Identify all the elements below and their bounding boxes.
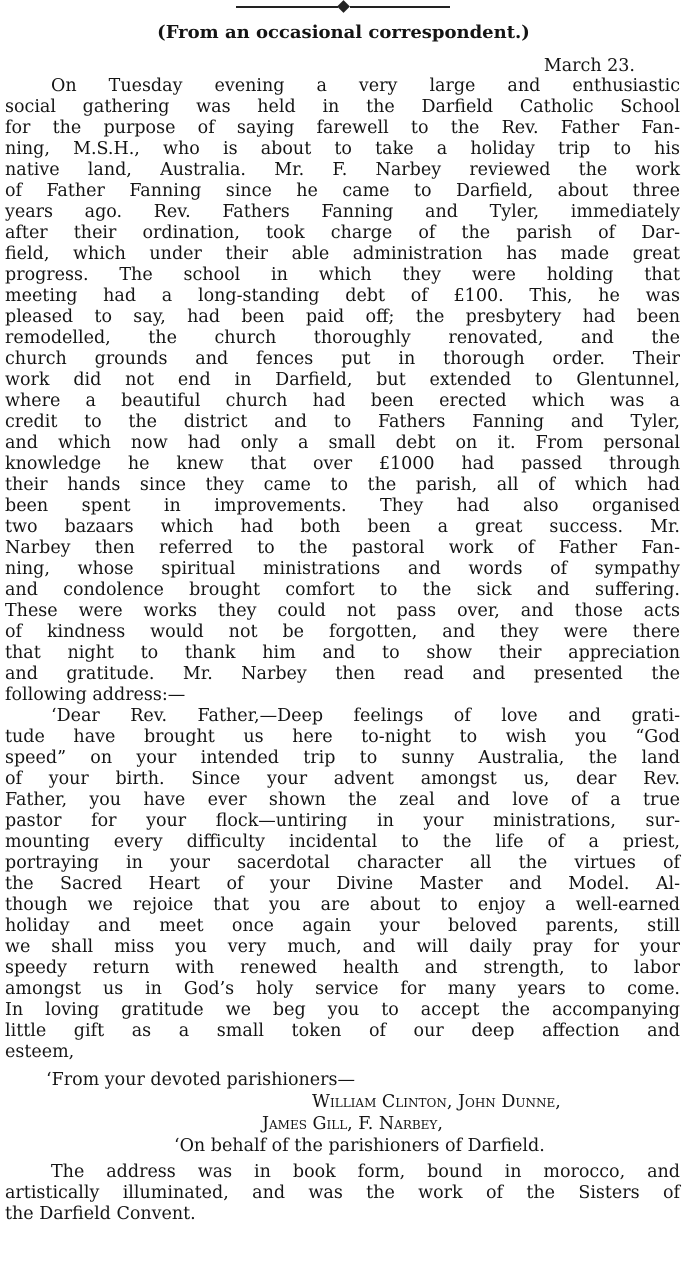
correspondent-heading: (From an occasional correspondent.) xyxy=(157,22,530,43)
address-line: though we rejoice that you are about to enjoy a well-earned xyxy=(5,895,680,915)
closing-line: the Darfield Convent. xyxy=(5,1204,196,1224)
paragraph1-line: of kindness would not be forgotten, and they were there xyxy=(5,622,680,642)
paragraph1-line: that night to thank him and to show their appreciation xyxy=(5,643,680,663)
paragraph1-line: ning, M.S.H., who is about to take a holiday trip to his xyxy=(5,139,680,159)
paragraph1-line: On Tuesday evening a very large and enthusiastic xyxy=(51,76,680,96)
signatories-line1: William Clinton, John Dunne, xyxy=(312,1092,561,1112)
paragraph1-line: ning, whose spiritual ministrations and words of sympathy xyxy=(5,559,680,579)
paragraph1-line: These were works they could not pass over, and those acts xyxy=(5,601,680,621)
paragraph1-line: credit to the district and to Fathers Fanning and Tyler, xyxy=(5,412,680,432)
address-line: we shall miss you very much, and will daily pray for your xyxy=(5,937,680,957)
paragraph1-line: their hands since they came to the parish, all of which had xyxy=(5,475,680,495)
paragraph1-line: work did not end in Darfield, but extended to Glentunnel, xyxy=(5,370,680,390)
signoff-from: ‘From your devoted parishioners— xyxy=(46,1070,355,1090)
paragraph1-line: native land, Australia. Mr. F. Narbey reviewed the work xyxy=(5,160,680,180)
address-line: holiday and meet once again your beloved parents, still xyxy=(5,916,680,936)
paragraph1-line: two bazaars which had both been a great success. Mr. xyxy=(5,517,680,537)
paragraph1-line: Narbey then referred to the pastoral work of Father Fan- xyxy=(5,538,680,558)
paragraph1-line: pleased to say, had been paid off; the presbytery had been xyxy=(5,307,680,327)
address-line: little gift as a small token of our deep affection and xyxy=(5,1021,680,1041)
paragraph1-line: social gathering was held in the Darfield Catholic School xyxy=(5,97,680,117)
rule-left xyxy=(236,6,338,8)
address-line: In loving gratitude we beg you to accept the accompanying xyxy=(5,1000,680,1020)
paragraph1-line: field, which under their able administration has made great xyxy=(5,244,680,264)
address-line: the Sacred Heart of your Divine Master and Model. Al- xyxy=(5,874,680,894)
address-line: Father, you have ever shown the zeal and love of a true xyxy=(5,790,680,810)
paragraph1-line: and condolence brought comfort to the sick and suffering. xyxy=(5,580,680,600)
paragraph1-line: and gratitude. Mr. Narbey then read and presented the xyxy=(5,664,680,684)
paragraph1-line: progress. The school in which they were holding that xyxy=(5,265,680,285)
dateline: March 23. xyxy=(543,56,635,76)
paragraph1-line: following address:— xyxy=(5,685,186,705)
paragraph1-line: been spent in improvements. They had also organised xyxy=(5,496,680,516)
paragraph1-line: meeting had a long-standing debt of £100. This, he was xyxy=(5,286,680,306)
address-line: pastor for your flock—untiring in your ministrations, sur- xyxy=(5,811,680,831)
signatories-line2: James Gill, F. Narbey, xyxy=(262,1114,443,1134)
address-line: of your birth. Since your advent amongst us, dear Rev. xyxy=(5,769,680,789)
paragraph1-line: knowledge he knew that over £1000 had passed through xyxy=(5,454,680,474)
paragraph1-line: and which now had only a small debt on it. From personal xyxy=(5,433,680,453)
rule-right xyxy=(350,6,450,8)
paragraph1-line: where a beautiful church had been erected which was a xyxy=(5,391,680,411)
address-line: mounting every difficulty incidental to the life of a priest, xyxy=(5,832,680,852)
ornamental-rule xyxy=(0,0,687,14)
address-line: ‘Dear Rev. Father,—Deep feelings of love and grati- xyxy=(51,706,680,726)
address-line: esteem, xyxy=(5,1042,75,1062)
address-line: tude have brought us here to-night to wish you “God xyxy=(5,727,680,747)
closing-line: The address was in book form, bound in morocco, and xyxy=(51,1162,680,1182)
diamond-ornament-icon xyxy=(337,0,350,13)
closing-line: artistically illuminated, and was the work of the Sisters of xyxy=(5,1183,680,1203)
address-line: amongst us in God’s holy service for many years to come. xyxy=(5,979,680,999)
paragraph1-line: for the purpose of saying farewell to the Rev. Father Fan- xyxy=(5,118,680,138)
address-line: speedy return with renewed health and strength, to labor xyxy=(5,958,680,978)
paragraph1-line: years ago. Rev. Fathers Fanning and Tyler, immediately xyxy=(5,202,680,222)
signoff-behalf: ‘On behalf of the parishioners of Darfield. xyxy=(174,1136,545,1156)
address-line: portraying in your sacerdotal character all the virtues of xyxy=(5,853,680,873)
paragraph1-line: remodelled, the church thoroughly renovated, and the xyxy=(5,328,680,348)
address-line: speed” on your intended trip to sunny Australia, the land xyxy=(5,748,680,768)
paragraph1-line: of Father Fanning since he came to Darfield, about three xyxy=(5,181,680,201)
paragraph1-line: church grounds and fences put in thorough order. Their xyxy=(5,349,680,369)
paragraph1-line: after their ordination, took charge of the parish of Dar- xyxy=(5,223,680,243)
